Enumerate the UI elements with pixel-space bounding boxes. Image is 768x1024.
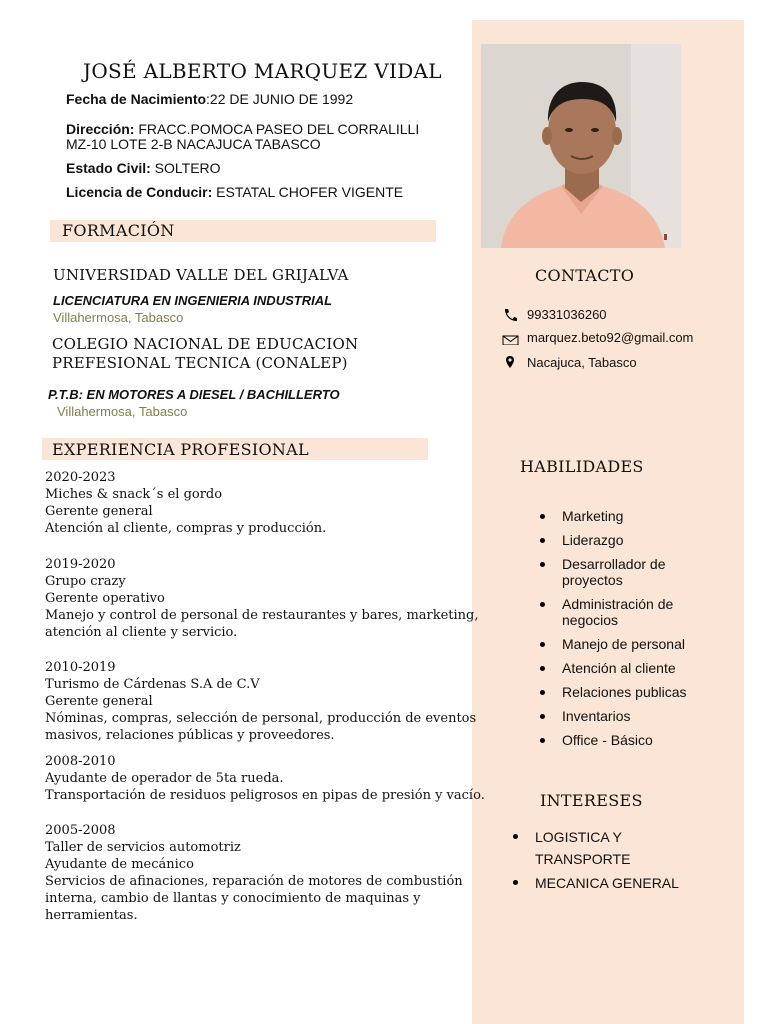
job-entry-line: Manejo y control de personal de restaurantes y bares, marketing, [45, 608, 479, 623]
edu-institution-1-line: UNIVERSIDAD VALLE DEL GRIJALVA [53, 266, 349, 284]
job-entry-line: Turismo de Cárdenas S.A de C.V [45, 677, 260, 692]
edu-institution-1 [53, 266, 349, 285]
driver-license-row [66, 185, 403, 200]
job-entry-line: Taller de servicios automotriz [45, 840, 241, 855]
intereses-title: INTERESES [540, 791, 643, 810]
job-entry-line: atención al cliente y servicio. [45, 625, 238, 640]
civil-status-value: SOLTERO [150, 160, 221, 176]
list-item: MECANICA GENERAL [535, 872, 679, 894]
contact-phone[interactable]: 99331036260 [527, 307, 607, 322]
civil-status-label: Estado Civil: [66, 160, 151, 176]
job-entry-2 [45, 556, 479, 641]
civil-status-row [66, 161, 221, 176]
job-entry-line: Gerente operativo [45, 591, 165, 606]
job-entry-line: 2010-2019 [45, 660, 116, 675]
formacion-title: FORMACIÓN [62, 221, 175, 240]
job-entry-line: 2019-2020 [45, 557, 116, 572]
job-entry-line: Gerente general [45, 694, 153, 709]
phone-icon [502, 308, 519, 322]
skills-list [562, 508, 687, 756]
habilidades-title: HABILIDADES [520, 457, 644, 476]
job-entry-line: Grupo crazy [45, 574, 126, 589]
list-item: Office - Básico [562, 732, 687, 748]
profile-photo [481, 44, 681, 248]
job-entry-line: herramientas. [45, 908, 138, 923]
job-entry-5 [45, 822, 463, 924]
driver-license-value: ESTATAL CHOFER VIGENTE [212, 184, 404, 200]
job-entry-line: 2020-2023 [45, 470, 116, 485]
driver-license-label: Licencia de Conducir: [66, 184, 213, 200]
contact-location: Nacajuca, Tabasco [527, 354, 637, 370]
edu-institution-2-line-1: COLEGIO NACIONAL DE EDUCACION [52, 335, 359, 353]
job-entry-line: Servicios de afinaciones, reparación de motores de combustión [45, 874, 463, 889]
list-item: Inventarios [562, 708, 687, 724]
list-item: Desarrollador de proyectos [562, 556, 687, 588]
profile-photo-illustration [481, 44, 681, 248]
job-entry-3 [45, 659, 476, 744]
job-entry-line: Ayudante de mecánico [45, 857, 194, 872]
interests-list [535, 826, 679, 894]
job-entry-line: Transportación de residuos peligrosos en pipas de presión y vacío. [45, 788, 485, 803]
envelope-icon [502, 331, 519, 345]
job-entry-line: Ayudante de operador de 5ta rueda. [45, 771, 284, 786]
contact-email[interactable]: marquez.beto92@gmail.com [527, 330, 694, 345]
birth-date-label: Fecha de Nacimiento [66, 91, 207, 107]
birth-date-row [66, 92, 353, 107]
list-item: Atención al cliente [562, 660, 687, 676]
job-entry-line: Atención al cliente, compras y producción. [45, 521, 327, 536]
address-label: Dirección: [66, 121, 135, 137]
contact-phone-row [502, 307, 607, 322]
list-item: Marketing [562, 508, 687, 524]
birth-date-value: :22 DE JUNIO DE 1992 [206, 91, 354, 107]
edu-institution-2-line-2: PREFESIONAL TECNICA (CONALEP) [52, 354, 348, 372]
job-entry-line: Gerente general [45, 504, 153, 519]
edu-place-2: Villahermosa, Tabasco [57, 404, 188, 419]
contact-location-row [502, 354, 637, 370]
list-item: LOGISTICA Y TRANSPORTE [535, 826, 679, 870]
edu-degree-1: LICENCIATURA EN INGENIERIA INDUSTRIAL [53, 293, 333, 308]
job-entry-line: masivos, relaciones públicas y proveedores. [45, 728, 335, 743]
edu-degree-2: P.T.B: EN MOTORES A DIESEL / BACHILLERTO [48, 387, 340, 402]
job-entry-line: 2005-2008 [45, 823, 116, 838]
location-pin-icon [502, 354, 519, 370]
list-item: Administración de negocios [562, 596, 687, 628]
edu-place-1: Villahermosa, Tabasco [53, 310, 184, 325]
contacto-title: CONTACTO [535, 266, 635, 285]
address-row [66, 122, 419, 137]
job-entry-line: Miches & snack´s el gordo [45, 487, 223, 502]
edu-institution-2 [52, 335, 358, 373]
list-item: Liderazgo [562, 532, 687, 548]
job-entry-line: Nóminas, compras, selección de personal, producción de eventos [45, 711, 477, 726]
job-entry-4 [45, 753, 485, 804]
address-row-2 [66, 137, 321, 152]
full-name: JOSÉ ALBERTO MARQUEZ VIDAL [83, 59, 442, 83]
contact-email-row [502, 330, 693, 345]
job-entry-1 [45, 469, 326, 537]
job-entry-line: interna, cambio de llantas y conocimiento de maquinas y [45, 891, 421, 906]
experiencia-title: EXPERIENCIA PROFESIONAL [52, 440, 309, 459]
address-line-2: MZ-10 LOTE 2-B NACAJUCA TABASCO [66, 136, 321, 152]
address-line-1: FRACC.POMOCA PASEO DEL CORRALILLI [134, 121, 420, 137]
job-entry-line: 2008-2010 [45, 754, 116, 769]
list-item: Manejo de personal [562, 636, 687, 652]
list-item: Relaciones publicas [562, 684, 687, 700]
